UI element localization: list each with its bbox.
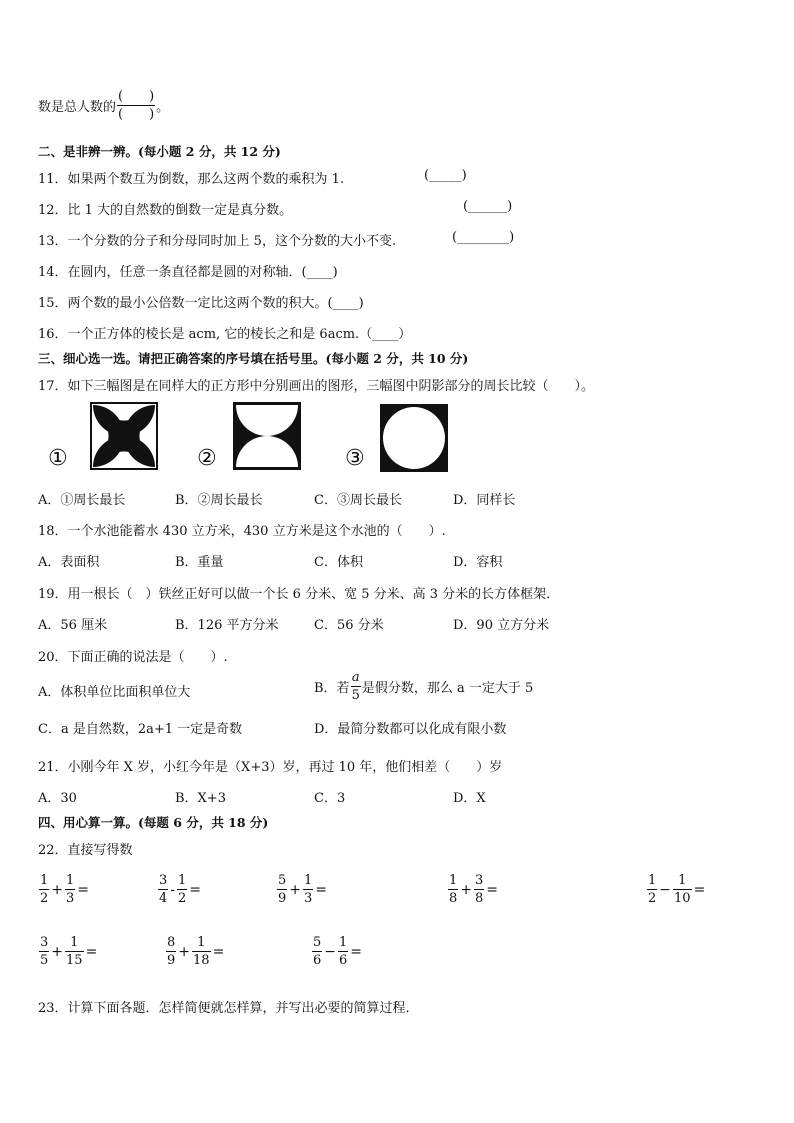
q20-option-b[interactable]: B．若 $\frac{a}{5}$ 是假分数，那么 a 一定大于 5 <box>314 670 534 703</box>
expr-4: $\frac{1}{8}$ + $\frac{3}{8}$ = <box>449 873 499 906</box>
q17-stem: 17．如下三幅图是在同样大的正方形中分别画出的图形，三幅图中阴影部分的周长比较（ ）。 <box>38 379 595 394</box>
section3-title: 三、细心选一选。请把正确答案的序号填在括号里。(每小题 2 分，共 10 分) <box>38 351 469 366</box>
q23-stem: 23．计算下面各题．怎样简便就怎样算，并写出必要的简算过程． <box>38 1001 419 1016</box>
q21-stem: 21．小刚今年 X 岁，小红今年是（X+3）岁，再过 10 年，他们相差（ ）岁 <box>38 760 503 775</box>
frac-denominator: ( ) <box>118 107 155 122</box>
intro-fraction <box>117 90 155 121</box>
q11: 11．如果两个数互为倒数，那么这两个数的乘积为 1. <box>38 172 345 187</box>
q12-blank[interactable]: (______) <box>463 199 513 214</box>
q17-option-c[interactable]: C．③周长最长 <box>314 493 402 508</box>
expr-6: $\frac{3}{5}$ + $\frac{1}{15}$ = <box>40 935 98 968</box>
figure-label-2: ② <box>197 446 217 471</box>
q13-blank[interactable]: (________) <box>452 230 515 245</box>
q21-option-a[interactable]: A．30 <box>38 791 77 806</box>
q17-option-a[interactable]: A．①周长最长 <box>38 493 126 508</box>
figure-1-star <box>90 402 158 470</box>
q18-option-a[interactable]: A．表面积 <box>38 555 100 570</box>
q19-option-d[interactable]: D．90 立方分米 <box>453 618 550 633</box>
q18-stem: 18．一个水池能蓄水 430 立方米，430 立方米是这个水池的（ ）. <box>38 524 446 539</box>
section4-title: 四、用心算一算。(每题 6 分，共 18 分) <box>38 815 269 830</box>
q21-option-c[interactable]: C．3 <box>314 791 346 806</box>
figure-label-3: ③ <box>345 446 365 471</box>
expr-2: $\frac{3}{4}$ - $\frac{1}{2}$ = <box>159 873 202 906</box>
q20-option-c[interactable]: C．a 是自然数，2a+1 一定是奇数 <box>38 722 243 737</box>
q20-stem: 20．下面正确的说法是（ ）. <box>38 650 228 665</box>
q19-option-a[interactable]: A．56 厘米 <box>38 618 108 633</box>
intro-end: 。 <box>156 100 170 115</box>
figure-label-1: ① <box>48 446 68 471</box>
q13: 13．一个分数的分子和分母同时加上 5，这个分数的大小不变. <box>38 234 397 249</box>
q18-option-d[interactable]: D．容积 <box>453 555 503 570</box>
q19-option-b[interactable]: B．126 平方分米 <box>175 618 279 633</box>
q18-option-b[interactable]: B．重量 <box>175 555 224 570</box>
q20-option-d[interactable]: D．最简分数都可以化成有限小数 <box>314 722 507 737</box>
q11-blank[interactable]: (_____) <box>424 168 467 183</box>
q22-stem: 22．直接写得数 <box>38 843 133 858</box>
figure-2-semicircles <box>233 402 301 470</box>
intro-line <box>38 90 169 121</box>
figure-3-circle <box>380 404 448 472</box>
expr-3: $\frac{5}{9}$ + $\frac{1}{3}$ = <box>278 873 328 906</box>
section2-title: 二、是非辨一辨。(每小题 2 分，共 12 分) <box>38 144 281 159</box>
q12: 12．比 1 大的自然数的倒数一定是真分数。 <box>38 203 293 218</box>
q15: 15．两个数的最小公倍数一定比这两个数的积大。(____) <box>38 296 364 311</box>
q19-option-c[interactable]: C．56 分米 <box>314 618 384 633</box>
q14: 14．在圆内，任意一条直径都是圆的对称轴．(____) <box>38 265 338 280</box>
expr-1: $\frac{1}{2}$ + $\frac{1}{3}$ = <box>40 873 90 906</box>
intro-text: 数是总人数的 <box>38 100 117 115</box>
q20-fraction: $\frac{a}{5}$ <box>351 670 360 703</box>
q21-option-b[interactable]: B．X+3 <box>175 791 226 806</box>
q17-option-d[interactable]: D．同样长 <box>453 493 516 508</box>
frac-numerator: ( ) <box>118 89 155 104</box>
expr-8: $\frac{5}{6}$ − $\frac{1}{6}$ = <box>313 935 363 968</box>
expr-7: $\frac{8}{9}$ + $\frac{1}{18}$ = <box>167 935 225 968</box>
q17-option-b[interactable]: B．②周长最长 <box>175 493 263 508</box>
q19-stem: 19．用一根长（ ）铁丝正好可以做一个长 6 分米、宽 5 分米、高 3 分米的长方体框架． <box>38 587 560 602</box>
q20-option-a[interactable]: A．体积单位比面积单位大 <box>38 685 191 700</box>
q16: 16．一个正方体的棱长是 acm, 它的棱长之和是 6acm.（____） <box>38 327 412 342</box>
q21-option-d[interactable]: D．X <box>453 791 486 806</box>
q18-option-c[interactable]: C．体积 <box>314 555 363 570</box>
expr-5: $\frac{1}{2}$ − $\frac{1}{10}$ = <box>648 873 706 906</box>
